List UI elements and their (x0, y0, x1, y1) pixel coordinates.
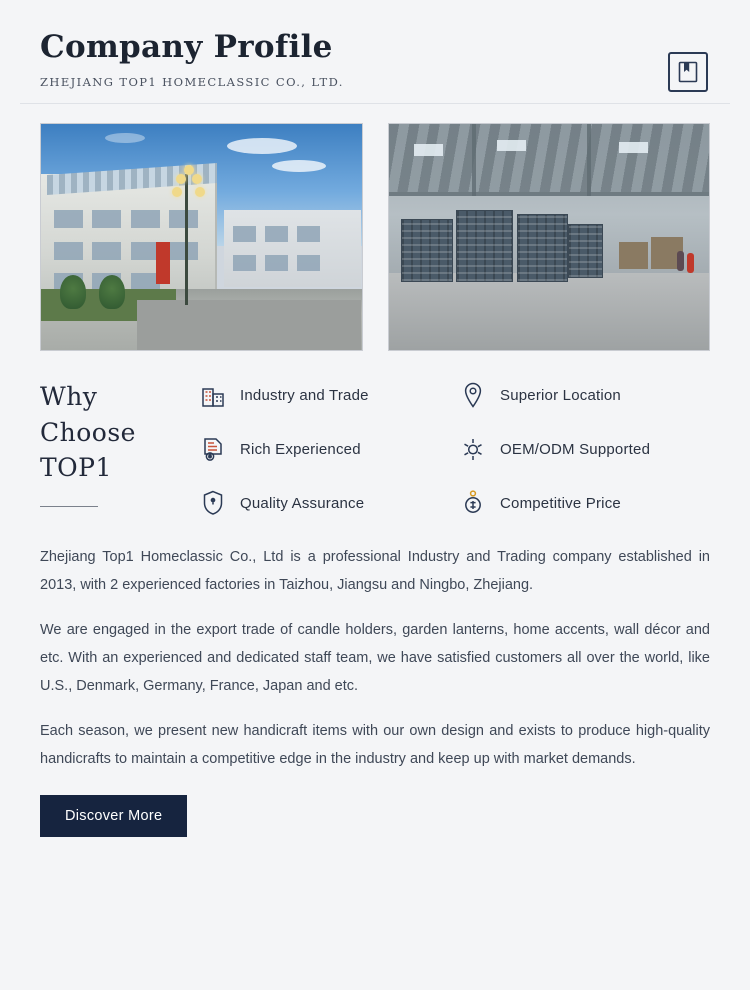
feature-label: Quality Assurance (240, 494, 365, 512)
warehouse-interior-photo (388, 123, 711, 351)
feature-item-competitive-price (460, 489, 710, 517)
page-header (20, 0, 730, 104)
industry-building-icon (200, 381, 226, 409)
feature-label: Rich Experienced (240, 440, 361, 458)
cta-container (20, 773, 730, 837)
feature-item-superior-location (460, 381, 710, 409)
bookmark-book-icon (668, 52, 708, 92)
why-line-3: TOP1 (40, 453, 112, 483)
factory-exterior-photo (40, 123, 363, 351)
company-name-subtitle: ZHEJIANG TOP1 HOMECLASSIC CO., LTD. (40, 75, 344, 90)
feature-item-rich-experienced (200, 435, 450, 463)
feature-label: Superior Location (500, 386, 621, 404)
discover-more-button[interactable]: Discover More (40, 795, 187, 837)
feature-item-industry-and-trade (200, 381, 450, 409)
about-paragraph-3: Each season, we present new handicraft items with our own design and exists to produce high-quality handicrafts to maintain a competitive edge in the industry and keep up with market demands. (40, 723, 710, 768)
feature-list (200, 373, 710, 517)
document-experience-icon (200, 435, 226, 463)
feature-item-quality-assurance (200, 489, 450, 517)
gear-settings-icon (460, 435, 486, 463)
shield-check-icon (200, 489, 226, 517)
feature-label: Industry and Trade (240, 386, 369, 404)
feature-item-oem-odm-supported (460, 435, 710, 463)
location-pin-icon (460, 381, 486, 409)
about-paragraph-2: We are engaged in the export trade of candle holders, garden lanterns, home accents, wall décor and etc. With an experienced and dedicated staff team, we have satisfied customers all over the world, like U.S., Denmark, Germany, France, Japan and etc. (40, 622, 710, 695)
why-choose-section (20, 351, 730, 517)
feature-label: Competitive Price (500, 494, 621, 512)
why-choose-heading (40, 373, 200, 517)
why-line-1: Why (40, 382, 98, 412)
page-title: Company Profile (40, 29, 333, 65)
price-tag-icon (460, 489, 486, 517)
feature-label: OEM/ODM Supported (500, 440, 651, 458)
divider (40, 506, 98, 507)
about-paragraph-1: Zhejiang Top1 Homeclassic Co., Ltd is a professional Industry and Trading company established in 2013, with 2 experienced factories in Taizhou, Jiangsu and Ningbo, Zhejiang. (40, 549, 710, 594)
about-text (20, 517, 730, 773)
why-line-2: Choose (40, 417, 136, 447)
photo-gallery (20, 104, 730, 351)
